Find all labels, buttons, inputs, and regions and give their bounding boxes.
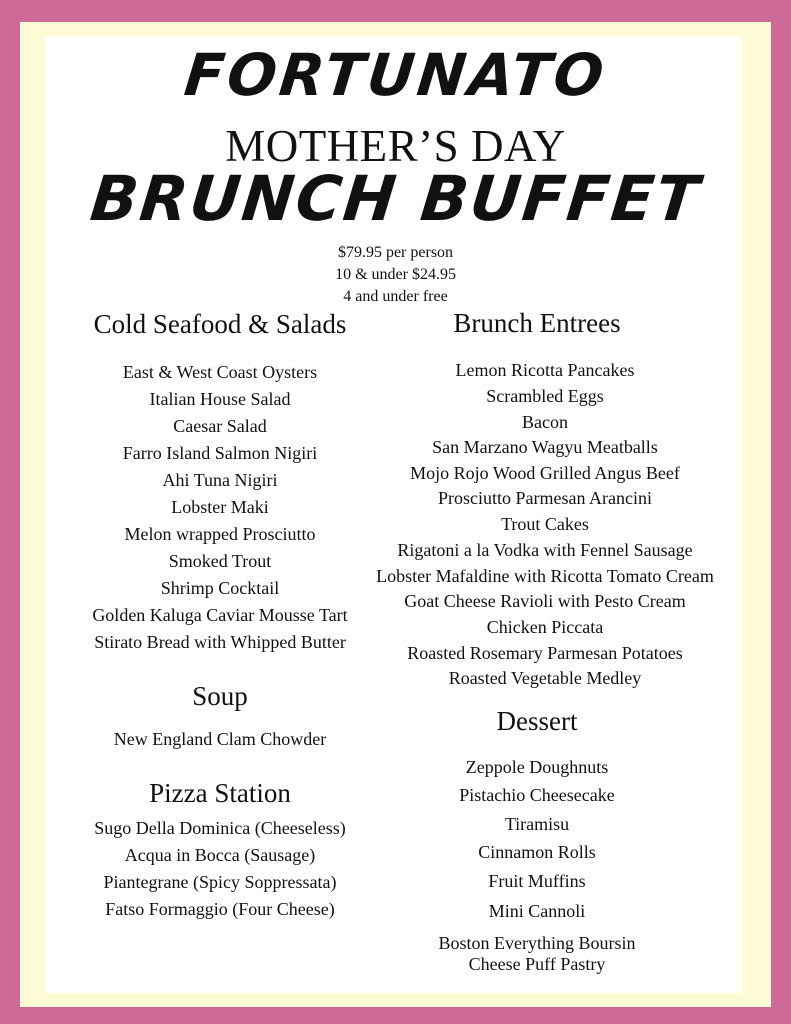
list-item: Sugo Della Dominica (Cheeseless) — [94, 818, 346, 838]
list-item: Lemon Ricotta Pancakes — [455, 360, 635, 380]
list-item: Roasted Rosemary Parmesan Potatoes — [407, 643, 683, 663]
list-item: Mojo Rojo Wood Grilled Angus Beef — [410, 463, 680, 483]
list-item: Shrimp Cocktail — [160, 578, 280, 598]
list-item: Melon wrapped Prosciutto — [124, 524, 316, 544]
list-item: Zeppole Doughnuts — [465, 757, 609, 777]
list-item: Ahi Tuna Nigiri — [162, 470, 278, 490]
heading-dessert: Dessert — [496, 706, 578, 736]
list-item: Bacon — [522, 412, 568, 432]
list-item: Chicken Piccata — [486, 617, 604, 637]
list-item: Golden Kaluga Caviar Mousse Tart — [92, 605, 348, 625]
list-item: Stirato Bread with Whipped Butter — [94, 632, 346, 652]
list-item: Cinnamon Rolls — [478, 842, 596, 862]
list-item: Prosciutto Parmesan Arancini — [438, 488, 652, 508]
list-item: Fruit Muffins — [488, 871, 586, 891]
list-item: Trout Cakes — [501, 514, 589, 534]
price-infant: 4 and under free — [343, 288, 448, 305]
list-item: Cheese Puff Pastry — [468, 954, 606, 974]
list-item: Piantegrane (Spicy Soppressata) — [103, 872, 337, 892]
list-item: Goat Cheese Ravioli with Pesto Cream — [404, 591, 686, 611]
list-item: Italian House Salad — [149, 389, 291, 409]
buffet-title: BRUNCH BUFFET — [87, 162, 704, 235]
heading-cold-seafood: Cold Seafood & Salads — [93, 309, 347, 339]
list-item: Mini Cannoli — [488, 901, 586, 921]
list-item: New England Clam Chowder — [113, 729, 327, 749]
list-item: Caesar Salad — [173, 416, 267, 436]
list-item: Smoked Trout — [168, 551, 272, 571]
brand-title: FORTUNATO — [181, 41, 610, 109]
list-item: Pistachio Cheesecake — [459, 785, 615, 805]
price-adult: $79.95 per person — [337, 244, 454, 261]
list-item: San Marzano Wagyu Meatballs — [432, 437, 658, 457]
list-item: Roasted Vegetable Medley — [448, 668, 642, 688]
list-item: Boston Everything Boursin — [438, 933, 636, 953]
list-item: Acqua in Bocca (Sausage) — [124, 845, 316, 865]
heading-pizza-station: Pizza Station — [149, 778, 291, 808]
list-item: Rigatoni a la Vodka with Fennel Sausage — [397, 540, 693, 560]
list-item: Farro Island Salmon Nigiri — [122, 443, 318, 463]
list-item: Fatso Formaggio (Four Cheese) — [105, 899, 335, 919]
list-item: Scrambled Eggs — [486, 386, 604, 406]
heading-soup: Soup — [192, 681, 248, 711]
event-title: MOTHER’S DAY — [225, 121, 566, 171]
list-item: Lobster Mafaldine with Ricotta Tomato Cream — [376, 566, 714, 586]
price-child: 10 & under $24.95 — [335, 266, 456, 283]
heading-brunch-entrees: Brunch Entrees — [453, 308, 621, 338]
list-item: East & West Coast Oysters — [122, 362, 318, 382]
list-item: Tiramisu — [504, 814, 570, 834]
list-item: Lobster Maki — [171, 497, 269, 517]
